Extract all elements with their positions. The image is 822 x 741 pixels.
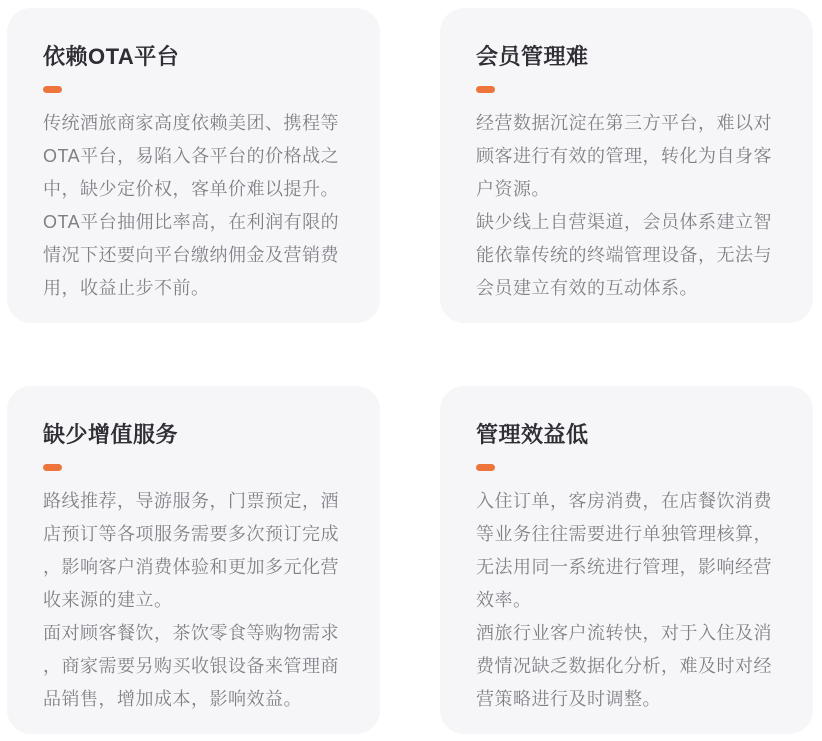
card-paragraph: 传统酒旅商家高度依赖美团、携程等OTA平台，易陷入各平台的价格战之中，缺少定价权，客单价难以提升。 xyxy=(43,113,340,199)
card-body xyxy=(476,107,777,305)
card-paragraph: 入住订单，客房消费，在店餐饮消费等业务往往需要进行单独管理核算，无法用同一系统进行管理，影响经营效率。 xyxy=(476,491,772,610)
card-paragraph: 路线推荐，导游服务，门票预定，酒店预订等各项服务需要多次预订完成，影响客户消费体验和更加多元化营收来源的建立。 xyxy=(43,491,339,610)
card-paragraph: 缺少线上自营渠道，会员体系建立智能依靠传统的终端管理设备，无法与会员建立有效的互动体系。 xyxy=(476,212,772,298)
card-paragraph: OTA平台抽佣比率高，在利润有限的情况下还要向平台缴纳佣金及营销费用，收益止步不前。 xyxy=(43,212,340,298)
card-paragraph: 酒旅行业客户流转快，对于入住及消费情况缺乏数据化分析，难及时对经营策略进行及时调整。 xyxy=(476,623,772,709)
card-management-efficiency xyxy=(440,386,813,734)
accent-dash-icon xyxy=(43,86,62,93)
card-title: 会员管理难 xyxy=(476,44,589,69)
card-title: 依赖OTA平台 xyxy=(43,44,180,69)
accent-dash-icon xyxy=(43,464,62,471)
card-title: 管理效益低 xyxy=(476,422,589,447)
accent-dash-icon xyxy=(476,464,495,471)
card-value-added-services xyxy=(7,386,380,734)
card-member-management xyxy=(440,8,813,323)
card-body xyxy=(43,485,344,716)
card-title: 缺少增值服务 xyxy=(43,422,179,447)
card-paragraph: 经营数据沉淀在第三方平台，难以对顾客进行有效的管理，转化为自身客户资源。 xyxy=(476,113,772,199)
card-body xyxy=(476,485,777,716)
card-body xyxy=(43,107,344,305)
card-ota-dependency xyxy=(7,8,380,323)
card-paragraph: 面对顾客餐饮，茶饮零食等购物需求，商家需要另购买收银设备来管理商品销售，增加成本，影响效益。 xyxy=(43,623,339,709)
accent-dash-icon xyxy=(476,86,495,93)
